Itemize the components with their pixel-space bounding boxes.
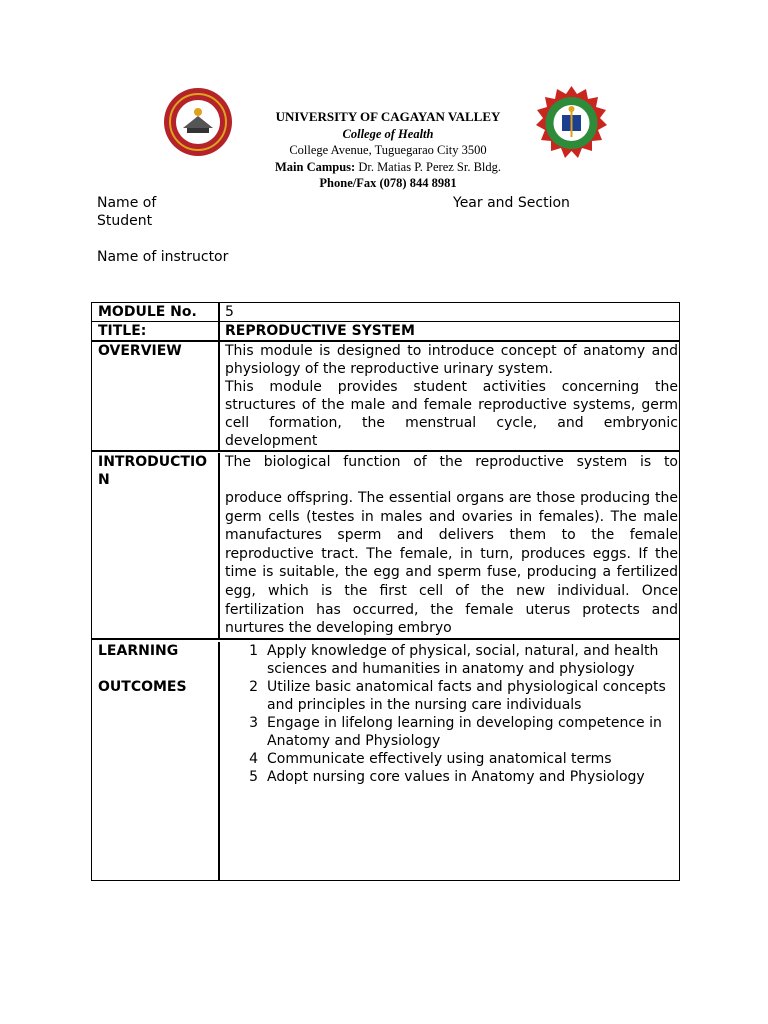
outcome-number: 1 — [249, 642, 258, 659]
module-value: 5 — [225, 304, 234, 320]
overview-content — [220, 342, 679, 450]
overview-paragraph: This module provides student activities concerning the structures of the male and female reproductive systems, germ cell formation, the menstrual cycle, and embryonic development — [225, 379, 678, 449]
phone-fax: Phone/Fax (078) 844 8981 — [319, 176, 457, 190]
outcome-text: Communicate effectively using anatomical terms — [267, 750, 612, 767]
learning-outcomes-content — [220, 642, 679, 880]
learning-outcomes-row — [91, 640, 680, 881]
outcome-number: 2 — [249, 678, 258, 695]
university-name: UNIVERSITY OF CAGAYAN VALLEY — [275, 109, 501, 124]
module-table — [91, 302, 680, 881]
outcome-item — [220, 714, 678, 750]
outcome-text: Apply knowledge of physical, social, natural, and health sciences and humanities in anatomy and physiology — [267, 642, 659, 677]
campus-value: Dr. Matias P. Perez Sr. Bldg. — [358, 159, 502, 174]
outcome-text: Engage in lifelong learning in developing competence in Anatomy and Physiology — [267, 714, 662, 749]
introduction-row — [91, 452, 680, 640]
outcome-number: 3 — [249, 714, 258, 731]
address: College Avenue, Tuguegarao City 3500 — [289, 143, 487, 157]
college-name: College of Health — [342, 126, 434, 141]
university-seal-icon — [163, 86, 233, 158]
learning-label: LEARNING — [98, 642, 179, 659]
outcomes-label: OUTCOMES — [98, 678, 187, 695]
introduction-content — [220, 453, 679, 638]
title-value: REPRODUCTIVE SYSTEM — [225, 323, 415, 339]
introduction-paragraph: The biological function of the reproductive system is to — [225, 454, 678, 470]
letterhead — [230, 109, 546, 192]
outcomes-list — [220, 642, 678, 786]
outcome-item — [220, 642, 678, 678]
outcome-number: 4 — [249, 750, 258, 767]
title-row — [91, 322, 680, 342]
introduction-paragraph: produce offspring. The essential organs are those producing the germ cells (testes in males and ovaries in females). The male manufactures sperm and delivers them to the female reproductive tract. The female, in turn, produces eggs. If the time is suitable, the egg and sperm fuse, producing a fertilized egg, which is the first cell of the new individual. Once fertilization has occurred, the female uterus protects and nurtures the developing embryo — [225, 490, 678, 637]
student-name-label: Name of Student — [97, 195, 157, 229]
title-label: TITLE: — [92, 322, 220, 340]
outcome-number: 5 — [249, 768, 258, 785]
outcome-item — [220, 768, 678, 786]
outcome-item — [220, 678, 678, 714]
outcome-item — [220, 750, 678, 768]
outcome-text: Adopt nursing core values in Anatomy and Physiology — [267, 768, 645, 785]
campus-label: Main Campus: — [274, 159, 356, 174]
module-label: MODULE No. — [92, 303, 220, 321]
overview-label: OVERVIEW — [92, 342, 220, 450]
module-row — [91, 302, 680, 322]
learning-outcomes-label — [92, 642, 220, 880]
outcome-text: Utilize basic anatomical facts and physiological concepts and principles in the nursing care individuals — [267, 678, 666, 713]
introduction-label: INTRODUCTION — [92, 453, 220, 638]
year-section-label: Year and Section — [453, 195, 570, 211]
overview-row — [91, 342, 680, 452]
overview-paragraph: This module is designed to introduce concept of anatomy and physiology of the reproductive urinary system. — [225, 343, 678, 377]
instructor-name-label: Name of instructor — [97, 249, 229, 265]
campus-line — [230, 159, 546, 176]
